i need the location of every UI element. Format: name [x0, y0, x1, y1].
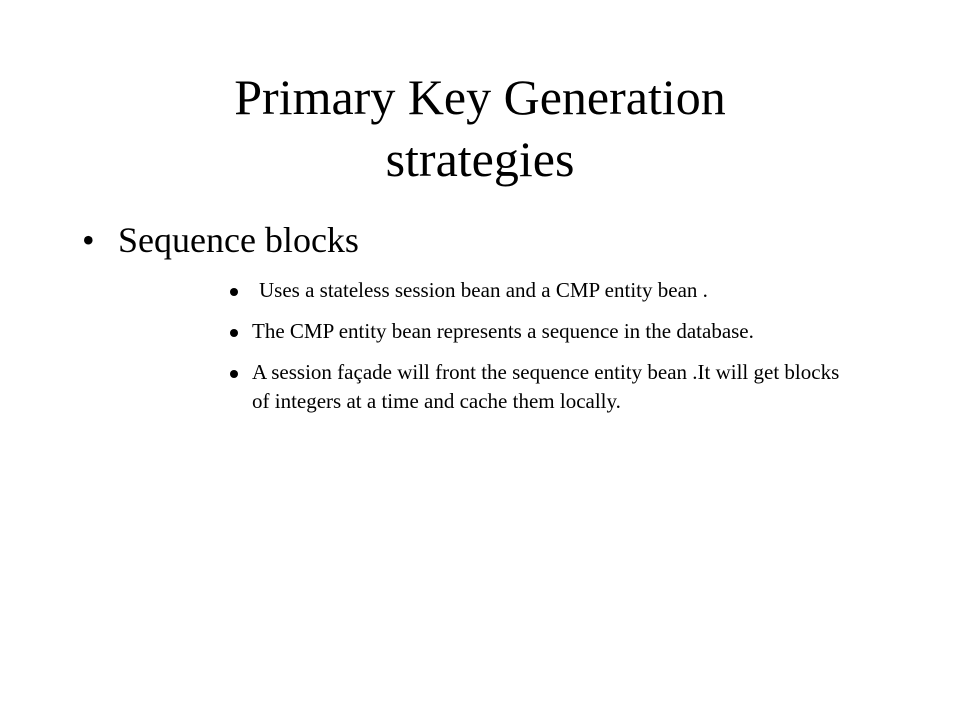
sub-bullet-dot-icon [230, 288, 238, 296]
main-bullet [82, 216, 359, 264]
bullet-dot-icon: • [82, 220, 95, 260]
sub-bullet-text: A session façade will front the sequence entity bean .It will get blocks of integers at a time and cache them locally. [252, 360, 840, 413]
sub-bullet-dot-icon [230, 329, 238, 337]
sub-bullet-list [244, 276, 844, 428]
slide-title-line-2: strategies [385, 131, 575, 187]
sub-bullet-dot-icon [230, 370, 238, 378]
slide-title [0, 66, 960, 190]
main-bullet-text: Sequence blocks [118, 220, 359, 260]
sub-bullet-text: Uses a stateless session bean and a CMP entity bean . [259, 278, 708, 302]
slide-title-line-1: Primary Key Generation [234, 69, 726, 125]
sub-bullet-item [244, 276, 844, 305]
sub-bullet-text: The CMP entity bean represents a sequence in the database. [252, 319, 754, 343]
sub-bullet-item [244, 317, 844, 346]
sub-bullet-item [244, 358, 844, 416]
